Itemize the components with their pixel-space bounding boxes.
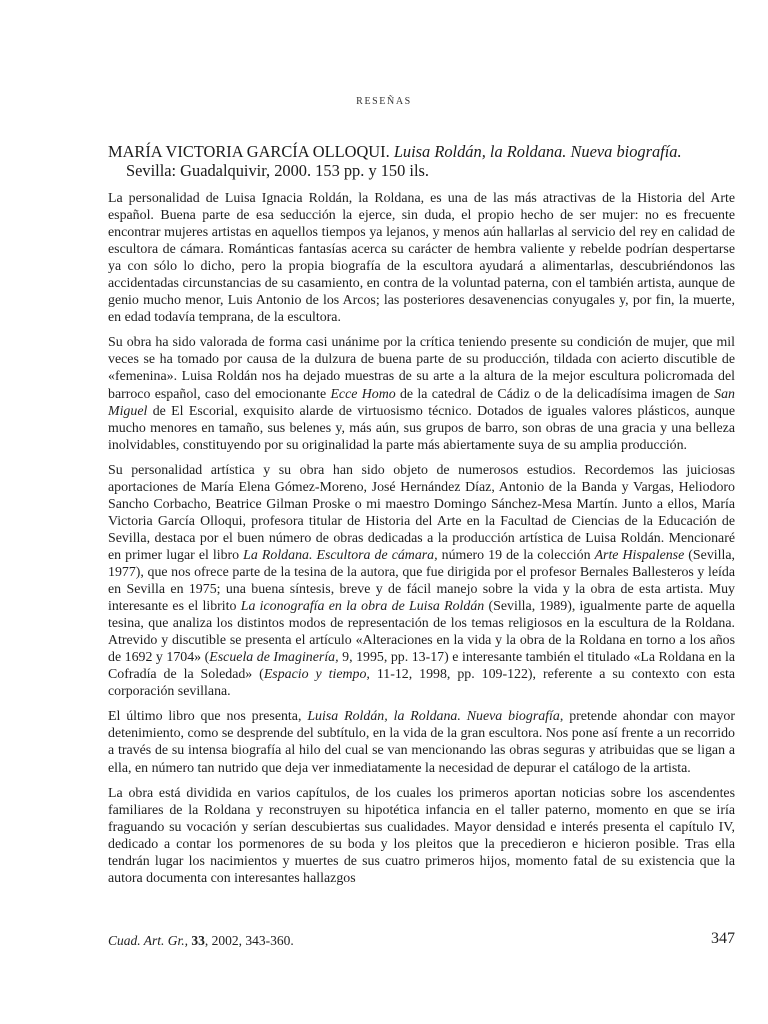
citation-rest: , 2002, 343-360. <box>204 933 294 948</box>
text-run: de El Escorial, exquisito alarde de virtuosismo técnico. Dotados de iguales valores plásticos, aunque mucho menores en tamaño, sus belenes y, más aún, sus grupos de barro, son obras de una gracia y una belleza inolvidables, constituyendo por su originalidad la parte más abiertamente suya de su amplia producción. <box>108 403 735 453</box>
text-run: El último libro que nos presenta, <box>108 709 308 725</box>
review-body <box>108 190 735 895</box>
journal-abbrev: Cuad. Art. Gr., <box>108 933 189 948</box>
paragraph-2 <box>108 334 735 453</box>
review-author: MARÍA VICTORIA GARCÍA OLLOQUI. <box>108 142 390 161</box>
italic-run: Escuela de Imaginería, <box>209 650 339 666</box>
text-run: Su personalidad artística y su obra han sido objeto de numerosos estudios. Recordemos las juiciosas aportaciones de María Elena Gómez-Moreno, José Hernández Díaz, Antonio de la Banda y Vargas, Heliodoro Sancho Corbacho, Beatrice Gilman Proske o mi maestro Domingo Sánchez-Mesa Martín. Junto a ellos, María Victoria García Olloqui, profesora titular de Historia del Arte en la Facultad de Ciencias de la Educación de Sevilla, destaca por el buen número de obras dedicadas a la producción artística de Luisa Roldán. Mencionaré en primer lugar el libro <box>108 462 735 563</box>
italic-run: San Miguel <box>108 386 735 419</box>
review-heading <box>108 142 738 180</box>
page-footer <box>108 930 735 950</box>
paragraph-5: La obra está dividida en varios capítulos, de los cuales los primeros aportan noticias sobre los ascendentes familiares de la Roldana y reconstruyen su hipotética infancia en el taller paterno, momento en que se iría fraguando su vocación y serían descubiertas sus cualidades. Mayor densidad e interés presenta el capítulo IV, dedicado a contar los pormenores de su boda y los pleitos que la precedieron e hicieron posible. Tras ella tendrán lugar los nacimientos y muertes de sus cuatro primeros hijos, momento fatal de su existencia que la autora documenta con interesantes hallazgos <box>108 785 735 886</box>
italic-run: Ecce Homo <box>330 386 396 402</box>
italic-run: La iconografía en la obra de Luisa Roldán <box>240 599 485 615</box>
paragraph-3 <box>108 462 735 701</box>
text-run: , pretende ahondar con mayor detenimiento, como se desprende del subtítulo, en la vida de la gran escultora. Nos pone así frente a un recorrido a través de su intensa biografía al hilo del cual se van mencionando las obras seguras y atribuidas que se ligan a ella, en número tan nutrido que deja ver inmediatamente la necesidad de depurar el catálogo de la artista. <box>108 709 735 776</box>
text-run: Su obra ha sido valorada de forma casi unánime por la crítica teniendo presente su condición de mujer, que mil veces se ha tomado por causa de la dulzura de buena parte de su producción, tildada con acierto discutible de «femenina». Luisa Roldán nos ha dejado muestras de su arte a la altura de la mejor escultura policromada del barroco español, caso del emocionante <box>108 335 735 402</box>
italic-run: Luisa Roldán, la Roldana. Nueva biografía <box>307 709 560 725</box>
text-run: de la catedral de Cádiz o de la delicadísima imagen de <box>395 386 715 402</box>
footer-citation <box>108 933 294 949</box>
text-run: 11-12, 1998, pp. 109-122), referente a su contexto con esta corporación sevillana. <box>108 667 735 700</box>
review-book-title: Luisa Roldán, la Roldana. Nueva biografía. <box>393 142 682 161</box>
italic-run: La Roldana. Escultora de cámara, <box>243 547 438 563</box>
text-run: (Sevilla, 1989), igualmente parte de aquella tesina, que analiza los distintos modos de representación de los temas religiosos en la escultura de la Roldana. Atrevido y discutible se presenta el artículo «Alteraciones en la vida y la obra de la Roldana en torno a los años de 1692 y 1704» ( <box>108 599 735 666</box>
review-publication: Sevilla: Guadalquivir, 2000. 153 pp. y 150 ils. <box>126 161 430 180</box>
paragraph-4 <box>108 708 735 776</box>
paragraph-1: La personalidad de Luisa Ignacia Roldán, la Roldana, es una de las más atractivas de la Historia del Arte español. Buena parte de esa seducción la ejerce, sin duda, el propio hecho de ser mujer: no es frecuente encontrar mujeres artistas en aquellos tiempos ya lejanos, y menos aún hallarlas al servicio del rey en calidad de escultora de cámara. Románticas fantasías acerca su carácter de hembra valiente y rebelde podrían despertarse ya con sólo lo dicho, pero la propia biografía de la escultora ayudará a alimentarlas, descubriéndonos las accidentadas circunstancias de su casamiento, en contra de la voluntad paterna, con el también artista, aunque de genio mucho menor, Luis Antonio de los Arcos; las posteriores desavenencias conyugales y, por fin, la muerte, en edad todavía temprana, de la escultora. <box>108 191 735 326</box>
text-run: (Sevilla, 1977), que nos ofrece parte de la tesina de la autora, que fue dirigida por el profesor Bernales Ballesteros y leída en Sevilla en 1975; una buena síntesis, breve y de fácil manejo sobre la vida y la obra de esta artista. Muy interesante es el librito <box>108 547 735 615</box>
page-number: 347 <box>711 930 735 947</box>
text-run: número 19 de la colección <box>437 547 595 563</box>
journal-volume: 33 <box>191 933 205 948</box>
italic-run: Arte Hispalense <box>594 547 685 563</box>
italic-run: Espacio y tiempo, <box>263 667 370 683</box>
text-run: 9, 1995, pp. 13-17) e interesante también el titulado «La Roldana en la Cofradía de la Soledad» ( <box>108 650 735 683</box>
running-head: RESEÑAS <box>356 96 412 107</box>
